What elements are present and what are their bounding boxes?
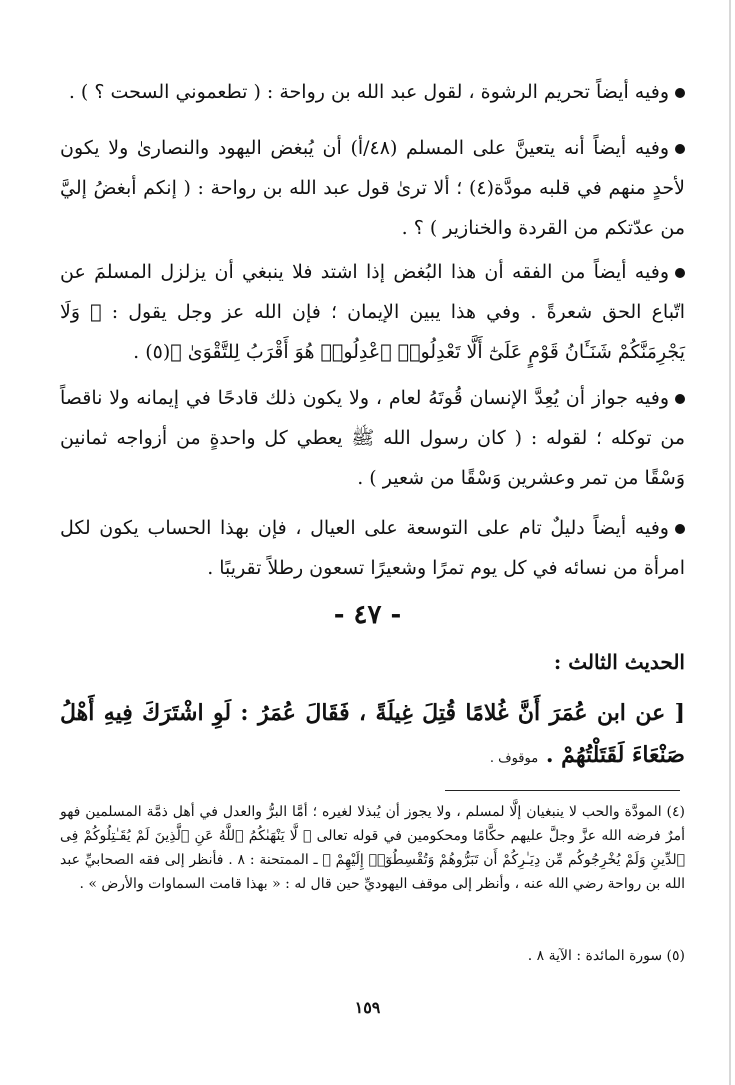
paragraph-text: وفيه أيضاً تحريم الرشوة ، لقول عبد الله بن رواحة : ( تطعموني السحت ؟ ) . — [68, 81, 669, 103]
paragraph-4 — [60, 378, 685, 498]
paragraph-2 — [60, 128, 685, 248]
paragraph-text: وفيه أيضاً من الفقه أن هذا البُغض إذا اشتد فلا ينبغي أن يزلزل المسلمَ عن اتّباع الحق شعرةً . وفي هذا يبين الإيمان ؛ فإن الله عز وجل يقول : ﴿ وَلَا يَجْرِمَنَّكُمْ شَنَـَٔانُ قَوْمٍ عَلَىٰٓ أَلَّا تَعْدِلُوا۟ ٱعْدِلُوا۟ هُوَ أَقْرَبُ لِلتَّقْوَىٰ ﴾(٥) . — [60, 261, 685, 363]
footnote-5: (٥) سورة المائدة : الآية ٨ . — [527, 948, 685, 964]
footnote-4: (٤) المودَّة والحب لا ينبغيان إلَّا لمسلم ، ولا يجوز أن يُبذلا لغيره ؛ أمَّا البرُّ والعدل في أهل ذمَّة المسلمين فهو أمرٌ فرضه الله عزَّ وجلَّ عليهم حكَّامًا ومحكومين في قوله تعالى ﴿ لَّا يَنْهَىٰكُمُ ٱللَّهُ عَنِ ٱلَّذِينَ لَمْ يُقَـٰتِلُوكُمْ فِى ٱلدِّينِ وَلَمْ يُخْرِجُوكُم مِّن دِيَـٰرِكُمْ أَن تَبَرُّوهُمْ وَتُقْسِطُوٓا۟ إِلَيْهِمْ ﴾ ـ الممتحنة : ٨ . فأنظر إلى فقه الصحابيِّ عبد الله بن رواحة رضي الله عنه ، وأنظر إلى موقف اليهوديِّ حين قال له : « بهذا قامت السماوات والأرض » . — [60, 804, 685, 892]
paragraph-text: وفيه جواز أن يُعِدَّ الإنسان قُوتَهُ لعام ، ولا يكون ذلك قادحًا في إيمانه ولا ناقصاً من توكله ؛ لقوله : ( كان رسول الله ﷺ يعطي كل واحدةٍ من أزواجه ثمانين وَسْقًا من تمر وعشرين وَسْقًا من شعير ) . — [60, 387, 685, 489]
footnote-divider — [445, 790, 680, 791]
paragraph-3 — [60, 252, 685, 372]
hadith-grade: موقوف . — [489, 751, 539, 766]
page-edge-shadow — [729, 0, 731, 1085]
hadith-body: [ عن ابن عُمَرَ أَنَّ غُلامًا قُتِلَ غِيلَةً ، فَقَالَ عُمَرُ : لَوِ اشْتَرَكَ فِيهِ أَهْلُ صَنْعَاءَ لَقَتَلْتُهُمْ . — [60, 700, 685, 768]
paragraph-5 — [60, 508, 685, 588]
bullet-icon — [675, 394, 685, 404]
page-number: ١٥٩ — [354, 998, 381, 1017]
section-number: - ٤٧ - — [333, 600, 402, 630]
paragraph-text: وفيه أيضاً دليلٌ تام على التوسعة على العيال ، فإن بهذا الحساب يكون لكل امرأة من نسائه في كل يوم تمرًا وشعيرًا تسعون رطلاً تقريبًا . — [60, 517, 685, 579]
paragraph-1 — [60, 72, 685, 112]
hadith-text — [60, 692, 685, 780]
section-heading: الحديث الثالث : — [553, 650, 685, 674]
bullet-icon — [675, 88, 685, 98]
bullet-icon — [675, 268, 685, 278]
bullet-icon — [675, 524, 685, 534]
paragraph-text: وفيه أيضاً أنه يتعينَّ على المسلم (٤٨/أ) أن يُبغض اليهود والنصارىٰ ولا يكون لأحدٍ منهم في قلبه مودَّة(٤) ؛ ألا ترىٰ قول عبد الله بن رواحة : ( إنكم أبغضُ إليَّ من عدّتكم من القردة والخنازير ) ؟ . — [60, 137, 685, 239]
bullet-icon — [675, 144, 685, 154]
